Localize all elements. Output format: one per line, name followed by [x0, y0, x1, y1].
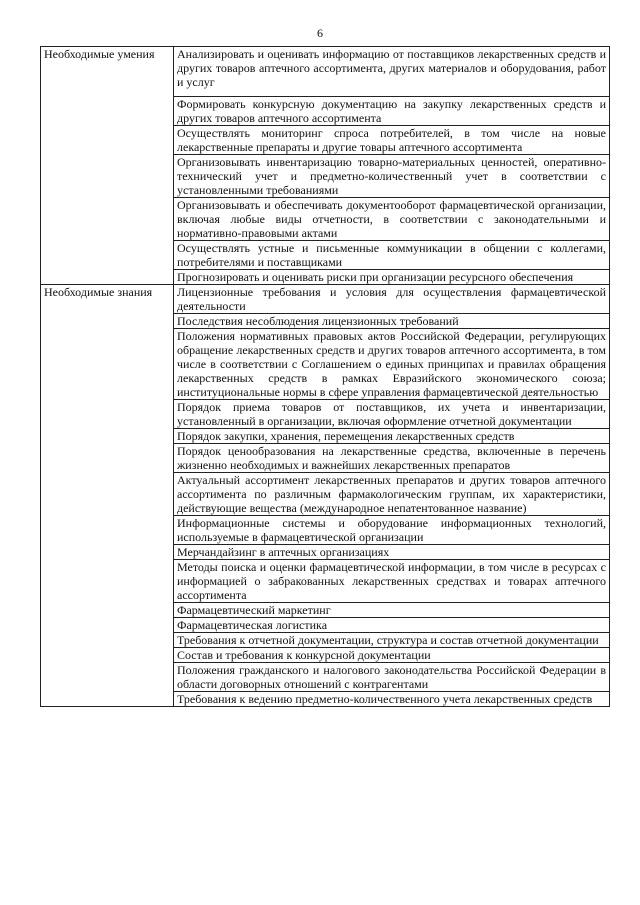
- requirement-item: Состав и требования к конкурсной документации: [174, 648, 610, 663]
- section-heading: Необходимые умения: [41, 47, 174, 285]
- requirement-item: Актуальный ассортимент лекарственных препаратов и других товаров аптечного ассортимента по различным фармакологическим группам, их характеристики, действующие вещества (международное непатентованное название): [174, 473, 610, 516]
- requirement-item: Порядок закупки, хранения, перемещения лекарственных средств: [174, 429, 610, 444]
- requirements-table: [40, 46, 610, 707]
- requirement-item: Информационные системы и оборудование информационных технологий, используемые в фармацевтической организации: [174, 516, 610, 545]
- requirement-item: Организовывать инвентаризацию товарно-материальных ценностей, оперативно-технический учет и предметно-количественный учет в соответствии с установленными требованиями: [174, 155, 610, 198]
- page-number: 6: [317, 26, 323, 40]
- section-heading: Необходимые знания: [41, 285, 174, 707]
- requirement-item: Порядок ценообразования на лекарственные средства, включенные в перечень жизненно необходимых и важнейших лекарственных препаратов: [174, 444, 610, 473]
- requirement-item: Осуществлять устные и письменные коммуникации в общении с коллегами, потребителями и поставщиками: [174, 241, 610, 270]
- requirement-item: Прогнозировать и оценивать риски при организации ресурсного обеспечения: [174, 270, 610, 285]
- requirement-item: Фармацевтическая логистика: [174, 618, 610, 633]
- table-row: [41, 285, 610, 314]
- requirement-item: Осуществлять мониторинг спроса потребителей, в том числе на новые лекарственные препараты и другие товары аптечного ассортимента: [174, 126, 610, 155]
- requirement-item: Последствия несоблюдения лицензионных требований: [174, 314, 610, 329]
- table-row: [41, 47, 610, 97]
- requirement-item: Лицензионные требования и условия для осуществления фармацевтической деятельности: [174, 285, 610, 314]
- requirement-item: Фармацевтический маркетинг: [174, 603, 610, 618]
- requirement-item: Формировать конкурсную документацию на закупку лекарственных средств и других товаров аптечного ассортимента: [174, 97, 610, 126]
- requirement-item: Мерчандайзинг в аптечных организациях: [174, 545, 610, 560]
- requirement-item: Положения гражданского и налогового законодательства Российской Федерации в области договорных отношений с контрагентами: [174, 663, 610, 692]
- requirement-item: Положения нормативных правовых актов Российской Федерации, регулирующих обращение лекарственных средств и других товаров аптечного ассортимента, в том числе в соответствии с Соглашением о единых принципах и правилах обращения лекарственных средств в рамках Евразийского экономического союза; институциональные нормы в сфере управления фармацевтической деятельностью: [174, 329, 610, 400]
- requirement-item: Организовывать и обеспечивать документооборот фармацевтической организации, включая любые виды отчетности, в соответствии с законодательными и нормативно-правовыми актами: [174, 198, 610, 241]
- requirement-item: Порядок приема товаров от поставщиков, их учета и инвентаризации, установленный в организации, включая оформление отчетной документации: [174, 400, 610, 429]
- requirement-item: Требования к отчетной документации, структура и состав отчетной документации: [174, 633, 610, 648]
- requirement-item: Требования к ведению предметно-количественного учета лекарственных средств: [174, 692, 610, 707]
- requirement-item: Анализировать и оценивать информацию от поставщиков лекарственных средств и других товаров аптечного ассортимента, других материалов и оборудования, работ и услуг: [174, 47, 610, 97]
- requirement-item: Методы поиска и оценки фармацевтической информации, в том числе в ресурсах с информацией о забракованных лекарственных средствах и товарах аптечного ассортимента: [174, 560, 610, 603]
